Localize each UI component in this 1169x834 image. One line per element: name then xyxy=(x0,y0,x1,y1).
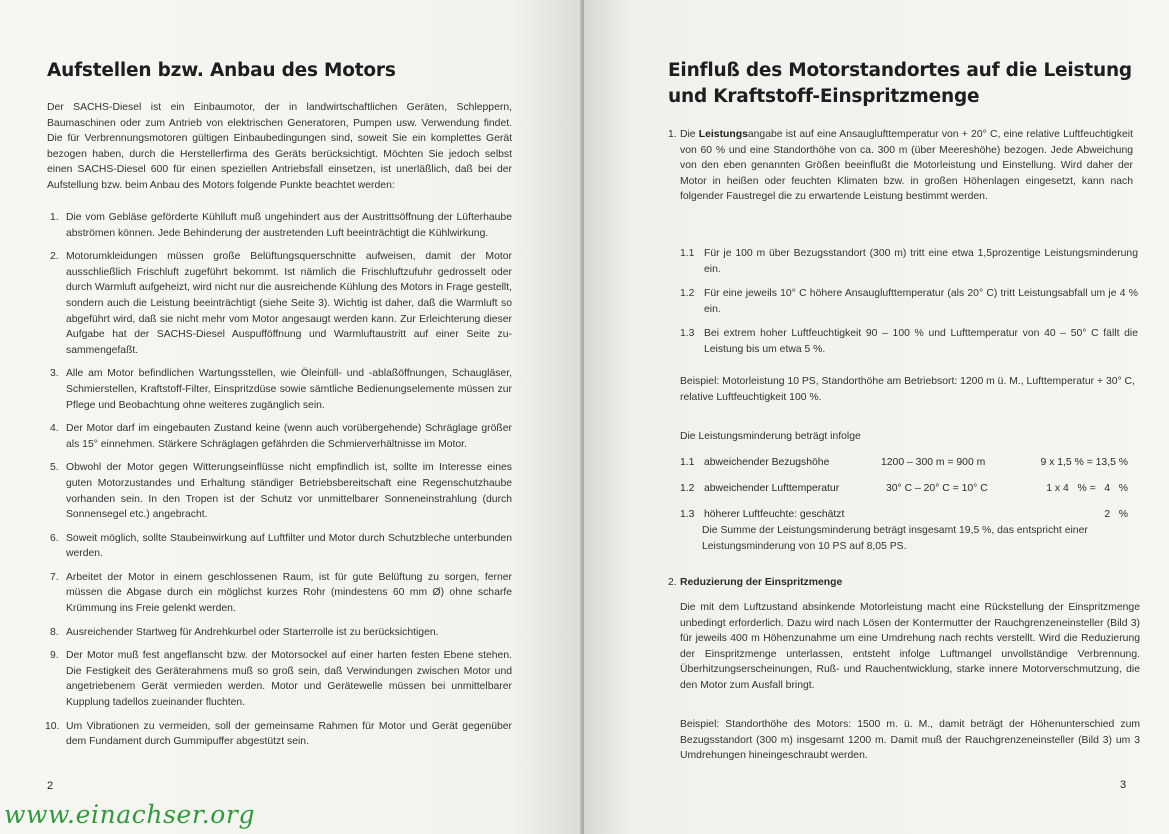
reduction-intro: Die Leistungsminderung beträgt infolge xyxy=(680,431,861,442)
calc-row xyxy=(680,457,1142,473)
right-page xyxy=(584,0,1169,834)
calc-row-formula: 1200 – 300 m = 900 m xyxy=(881,457,986,468)
page-number-right: 3 xyxy=(1120,779,1127,791)
list-item xyxy=(47,719,512,750)
section-2-number: 2. xyxy=(668,577,677,588)
list-item xyxy=(47,210,512,241)
sub-item-1-2 xyxy=(668,286,1138,317)
list-item-text: Alle am Motor befindlichen Wartungsstellen, wie Öleinfüll- und -ablaßöffnungen, Schaugläser, Schmierstellen, Kraftstoff-Filter, Einspritzdüse sowie sämtliche Bedienungselemente müssen zur Pflege und Beobachtung ohne weiteres zugänglich sein. xyxy=(66,368,512,411)
list-item xyxy=(47,648,512,710)
left-intro-paragraph: Der SACHS-Diesel ist ein Einbaumotor, der in landwirtschaftlichen Geräten, Schleppern, Baumaschinen oder zum Antrieb von elektrischen Generatoren, Pumpen usw. Verwendung findet. Die für Verbrennungsmotoren gültigen Einbaubedingungen sind, soweit Sie ein komplettes Gerät bezogen haben, durch die Herstellerfirma des Geräts berücksichtigt. Möchten Sie jedoch selbst einen SACHS-Diesel 600 für einen speziellen Antriebsfall einsetzen, ist unerläßlich, daß bei der Aufstellung bzw. beim Anbau des Motors folgende Punkte beachtet werden: xyxy=(47,102,512,191)
section-1-bold-word: Leistungs xyxy=(698,129,748,140)
list-item-number: 8. xyxy=(50,626,59,638)
sub-item-1-3 xyxy=(668,326,1138,357)
list-item xyxy=(47,421,512,452)
calc-row-number: 1.2 xyxy=(680,483,695,494)
example-2: Beispiel: Standorthöhe des Motors: 1500 m. ü. M., damit beträgt der Höhenunterschied zum Bezugsstandort (300 m) insgesamt 1200 m. Damit muß der Rauchgrenzeneinsteller (Bild 3) um 3 Umdrehungen hineingeschraubt werden. xyxy=(680,719,1140,762)
list-item-number: 10. xyxy=(45,720,60,732)
list-item-number: 1. xyxy=(50,212,59,223)
section-2-heading xyxy=(668,577,1138,588)
list-item-number: 5. xyxy=(50,462,59,474)
sub-item-text: Für je 100 m über Bezugsstandort (300 m) tritt eine etwa 1,5prozentige Leistungsminderung ein. xyxy=(704,248,1138,275)
list-item-text: Motorumkleidungen müssen große Belüftungsquerschnitte aufweisen, damit der Motor ausschließlich Frischluft zugeführt bekommt. Ist nämlich die Frischluftzufuhr gedrosselt oder durch Warmluft aufgeheizt, wird nicht nur die ausreichende Kühlung des Motors in Frage gestellt, sondern auch die Leistung beeinträchtigt (siehe Seite 3). Wichtig ist daher, daß die Warmluft so abgeführt wird, daß sie nicht mehr vom Motor angesaugt werden kann. Zur Erleichterung dieser Aufgabe hat der SACHS-Diesel Auspufföffnung und Warmluftaustritt auf einer Seite zusammengefaßt. xyxy=(66,251,512,356)
calc-row-result: 1 x 4 % = 4 % xyxy=(1046,483,1128,494)
list-item-number: 7. xyxy=(50,571,59,583)
list-item-number: 6. xyxy=(50,532,59,544)
list-item-number: 9. xyxy=(50,650,59,662)
list-item xyxy=(47,625,512,641)
list-item-number: 2. xyxy=(50,251,59,263)
list-item-text: Die vom Gebläse geförderte Kühlluft muß ungehindert aus der Austrittsöffnung der Lüfterhaube abströmen können. Jede Behinderung der austretenden Luft beeinträchtigt die Kühlwirkung. xyxy=(66,212,512,239)
left-page-title: Aufstellen bzw. Anbau des Motors xyxy=(47,60,396,81)
section-2-paragraph: Die mit dem Luftzustand absinkende Motorleistung macht eine Rückstellung der Einspritzmenge unbedingt erforderlich. Dazu wird nach Lösen der Kontermutter der Rauchgrenzeneinsteller (Bild 3) für jeweils 400 m Höhenzunahme um eine Umdrehung nach rechts verstellt. Wird die Reduzierung der Einspritzmenge unterlassen, entsteht infolge Luftmangel unvollständige Verbrennung. Überhitzungserscheinungen, Ruß- und Rauchentwicklung, starke innere Motorverschmutzung, die den Motor zum Ausfall bringt. xyxy=(680,602,1140,691)
list-item-number: 4. xyxy=(50,423,59,435)
page-number-left: 2 xyxy=(47,780,54,792)
calc-row-label: abweichender Bezugshöhe xyxy=(704,457,830,468)
installation-points-list xyxy=(47,210,512,758)
section-1-text-start: Die xyxy=(680,129,699,140)
list-item-text: Der Motor muß fest angeflanscht bzw. der Motorsockel auf einer harten festen Ebene stehen. Die Festigkeit des Geräterahmens muß so groß sein, daß Verwindungen zwischen Motor und angetriebenem Gerät vermieden werden. Motor und Gerätewelle müssen bei unmittelbarer Kupplung tadellos zueinander fluchten. xyxy=(66,650,512,709)
list-item-text: Der Motor darf im eingebauten Zustand keine (wenn auch vorübergehende) Schräglage größer als 15° einnehmen. Stärkere Schräglagen gefährden die Schmierverhältnisse im Motor. xyxy=(66,423,512,450)
left-page xyxy=(0,0,582,834)
sub-item-text: Bei extrem hoher Luftfeuchtigkeit 90 – 100 % und Lufttemperatur von 40 – 50° C fällt die Leistung bis um etwa 5 %. xyxy=(704,328,1138,355)
calc-row-formula: 30° C – 20° C = 10° C xyxy=(886,483,988,494)
section-2-title: Reduzierung der Einspritzmenge xyxy=(680,577,843,588)
list-item xyxy=(47,249,512,358)
list-item-text: Obwohl der Motor gegen Witterungseinflüsse nicht empfindlich ist, sollte im Interesse eines guten Motorzustandes und Erhaltung ständiger Betriebsbereitschaft eine Regenschutzhaube vorhanden sein. In den Tropen ist der Schutz vor unmittelbarer Sonneneinstrahlung (durch Sonnensegel etc.) angebracht. xyxy=(66,462,512,521)
calc-row-result: 2 % xyxy=(1104,509,1128,520)
list-item-text: Arbeitet der Motor in einem geschlossenen Raum, ist für gute Belüftung zu sorgen, ferner müssen die Abgase durch ein möglichst kurzes Rohr (mindestens 60 mm Ø) ohne scharfe Krümmung ins Freie gelenkt werden. xyxy=(66,571,512,615)
calc-row-label: höherer Luftfeuchte: geschätzt xyxy=(704,509,845,520)
calc-row xyxy=(680,483,1142,499)
list-item xyxy=(47,366,512,413)
right-page-title: Einfluß des Motorstandortes auf die Leistung und Kraftstoff-Einspritzmenge xyxy=(668,60,1132,107)
sub-item-number: 1.1 xyxy=(680,248,695,259)
section-1-paragraph xyxy=(668,127,1133,205)
list-item-text: Ausreichender Startweg für Andrehkurbel oder Starterrolle ist zu berücksichtigen. xyxy=(66,626,439,638)
section-1-number: 1. xyxy=(668,129,677,140)
calc-row-result: 9 x 1,5 % = 13,5 % xyxy=(1040,457,1128,468)
sub-item-1-1 xyxy=(668,246,1138,277)
site-watermark: www.einachser.org xyxy=(4,800,256,829)
section-1-text: angabe ist auf eine Ansauglufttemperatur von + 20° C, eine relative Luftfeuchtigkeit von 60 % und eine Standorthöhe von ca. 300 m (über Meereshöhe) bezogen. Jede Abweichung von den eben genannten Größen beeinflußt die Motorleistung und Einstellung. Wird daher der Motor in heißen oder feuchten Klimaten bzw. in großen Höhenlagen eingesetzt, kann nach folgender Faustregel die zu erwartende Leistung bestimmt werden. xyxy=(680,129,1133,203)
list-item xyxy=(47,570,512,617)
list-item-number: 3. xyxy=(50,368,59,380)
list-item-text: Soweit möglich, sollte Staubeinwirkung auf Luftfilter und Motor durch Schutzbleche unterbunden werden. xyxy=(66,532,512,560)
reduction-sum: Die Summe der Leistungsminderung beträgt insgesamt 19,5 %, das entspricht einer Leistungsminderung von 10 PS auf 8,05 PS. xyxy=(702,525,1088,552)
sub-item-number: 1.3 xyxy=(680,328,695,339)
calc-row-label: abweichender Lufttemperatur xyxy=(704,483,840,494)
calc-row-number: 1.3 xyxy=(680,509,695,520)
calc-row-number: 1.1 xyxy=(680,457,695,468)
example-1: Beispiel: Motorleistung 10 PS, Standorthöhe am Betriebsort: 1200 m ü. M., Lufttemperatur + 30° C, relative Luftfeuchtigkeit 100 %. xyxy=(680,376,1135,403)
list-item xyxy=(47,460,512,522)
list-item xyxy=(47,531,512,562)
list-item-text: Um Vibrationen zu vermeiden, soll der gemeinsame Rahmen für Motor und Gerät gegenüber dem Fundament durch Gummipuffer abgestützt sein. xyxy=(66,720,512,748)
sub-item-text: Für eine jeweils 10° C höhere Ansauglufttemperatur (als 20° C) tritt Leistungsabfall um je 4 % ein. xyxy=(704,288,1138,315)
sub-item-number: 1.2 xyxy=(680,288,695,299)
